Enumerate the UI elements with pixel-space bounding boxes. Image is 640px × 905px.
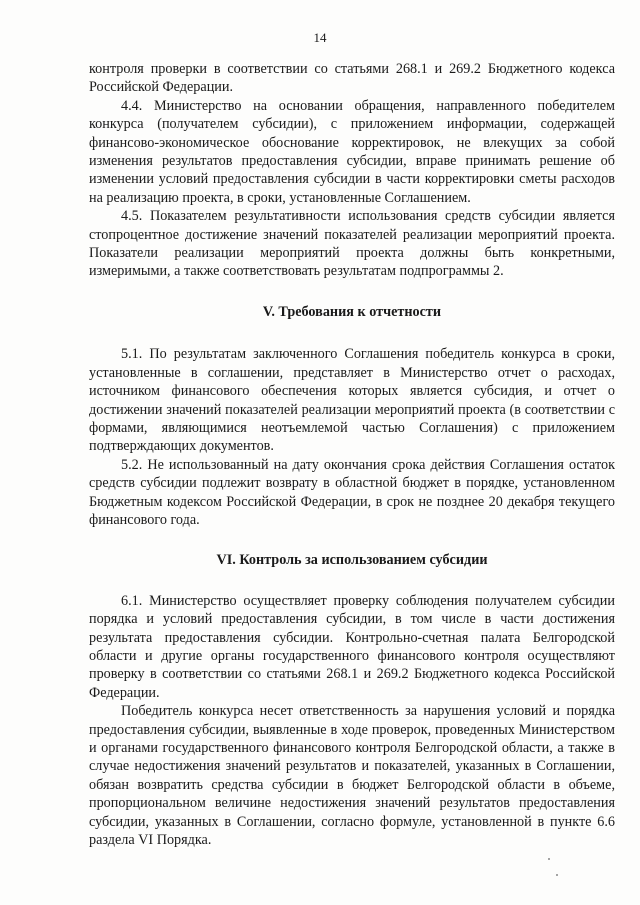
- scan-speck: [548, 858, 550, 860]
- paragraph-5-1: 5.1. По результатам заключенного Соглашения победитель конкурса в сроки, установленные в соглашении, представляет в Министерство отчет о расходах, источником финансового обеспечения которых является субсидия, и отчет о достижении значений показателей реализации мероприятий проекта (в соответствии с формами, являющимися неотъемлемой частью Соглашения) с приложением подтверждающих документов.: [89, 346, 615, 455]
- paragraph-4-5: 4.5. Показателем результативности использования средств субсидии является стопроцентное достижение значений показателей реализации мероприятий проекта. Показатели реализации мероприятий проекта должны быть конкретными, измеримыми, а также соответствовать результатам подпрограммы 2.: [89, 208, 615, 280]
- paragraph-continuation: контроля проверки в соответствии со статьями 268.1 и 269.2 Бюджетного кодекса Российской Федерации.: [89, 61, 615, 96]
- section-heading-reporting: V. Требования к отчетности: [262, 303, 442, 320]
- document-body: [89, 60, 615, 849]
- paragraph-liability: Победитель конкурса несет ответственность за нарушения условий и порядка предоставления субсидии, выявленные в ходе проверок, проведенных Министерством и органами государственного финансового контроля Белгородской области, а также в случае недостижения значений результатов и показателей, указанных в Соглашении, обязан возвратить средства субсидии в бюджет Белгородской области в объеме, пропорциональном величине недостижения значений результатов предоставления субсидии, указанных в Соглашении, согласно формуле, установленной в пункте 6.6 раздела VI Порядка.: [89, 703, 615, 849]
- paragraph-6-1: 6.1. Министерство осуществляет проверку соблюдения получателем субсидии порядка и условий предоставления субсидии, в том числе в части достижения результата предоставления субсидии. Контрольно-счетная палата Белгородской области и другие органы государственного финансового контроля осуществляют проверку в соответствии со статьями 268.1 и 269.2 Бюджетного кодекса Российской Федерации.: [89, 592, 615, 701]
- page-number: 14: [313, 30, 327, 45]
- section-heading-control: VI. Контроль за использованием субсидии: [216, 552, 488, 569]
- paragraph-5-2: 5.2. Не использованный на дату окончания срока действия Соглашения остаток средств субсидии подлежит возврату в областной бюджет в порядке, установленном Бюджетным кодексом Российской Федерации, в срок не позднее 20 декабря текущего финансового года.: [89, 456, 615, 528]
- paragraph-4-4: 4.4. Министерство на основании обращения, направленного победителем конкурса (получателем субсидии), с приложением информации, содержащей финансово-экономическое обоснование корректировок, не влекущих за собой изменения результатов предоставления субсидии, вправе принимать решение об изменении условий предоставления субсидии в части корректировки сметы расходов на реализацию проекта, в сроки, установленные Соглашением.: [89, 97, 615, 206]
- scan-speck: [556, 874, 558, 876]
